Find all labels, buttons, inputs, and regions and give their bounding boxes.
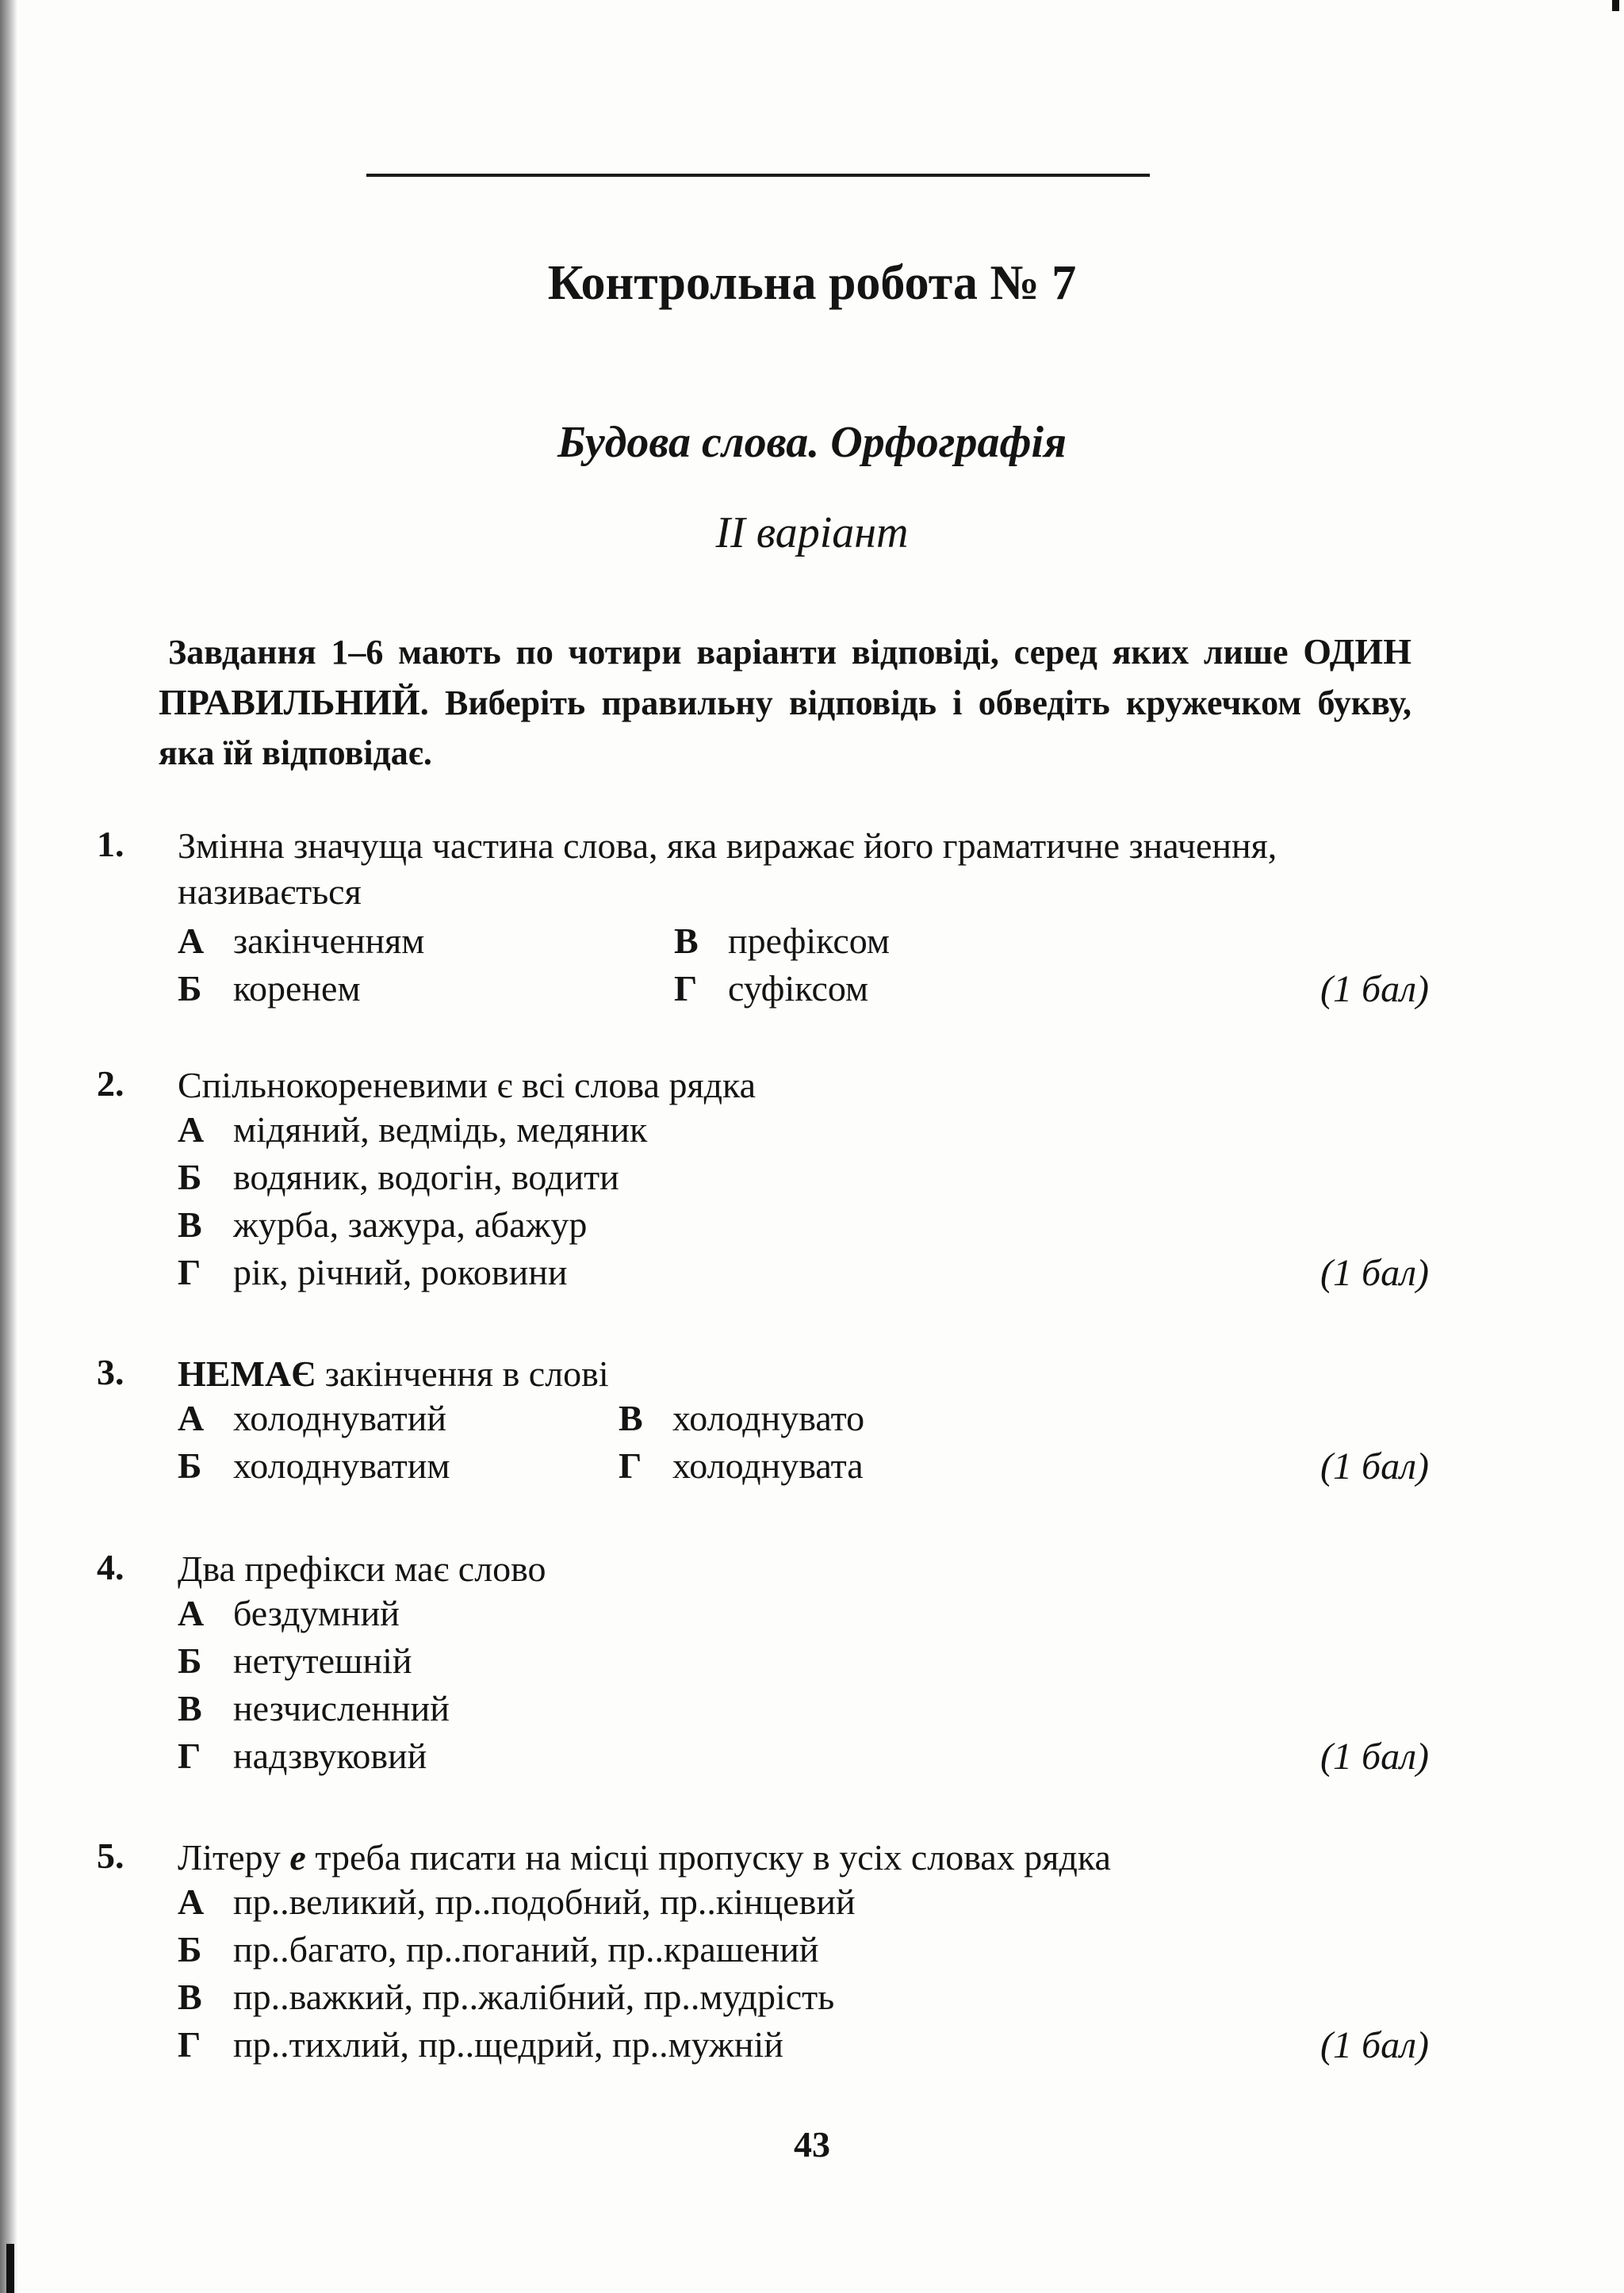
option-letter: Б [178,1640,202,1681]
option-row [97,1204,1429,1251]
option-text: холоднувата [672,1445,864,1486]
option-letter: А [178,1398,205,1438]
option-letter: Г [178,1252,201,1292]
option-text: незчисленний [233,1688,450,1728]
option-row [97,1592,1429,1640]
task-question-emphasis: НЕМАЄ [178,1353,316,1394]
option-letter: Б [178,1157,202,1197]
option-row [97,920,1429,967]
option-row [97,1156,1429,1204]
scan-mark [1612,0,1619,11]
option-row [97,1928,1429,1976]
option-row [97,1108,1429,1156]
points-label: (1 бал) [1320,2024,1429,2066]
option-letter: В [178,1688,202,1728]
section-subtitle: Будова слова. Орфографія [557,418,1067,467]
task-number: 5. [97,1836,124,1876]
option-letter: Г [178,1736,201,1776]
task-question: НЕМАЄ закінчення в слові [178,1353,609,1394]
header-rule [366,174,1150,177]
option-letter: Г [619,1445,642,1486]
option-letter: Г [178,2024,201,2065]
instructions-part-1: Завдання 1–6 мають по чотири варіанти відповіді, серед яких лише [168,633,1304,672]
option-text: пр..тихлий, пр..щедрий, пр..мужній [233,2024,783,2065]
instructions-part-2: . Виберіть правильну відповідь і обведіть кружечком букву, яка їй відповідає. [159,683,1411,772]
option-text: холоднувато [672,1398,865,1438]
task-3 [97,1351,1429,1492]
option-row [97,1687,1429,1735]
option-text: префіксом [728,921,891,961]
option-letter: В [178,1204,202,1245]
option-text: водяник, водогін, водити [233,1157,619,1197]
points-label: (1 бал) [1320,1252,1429,1294]
option-text: суфіксом [728,968,869,1009]
page-binding-edge [0,0,17,2293]
option-text: нетутешній [233,1640,412,1681]
option-row [97,2023,1429,2071]
option-letter: В [178,1977,202,2017]
option-row [97,1881,1429,1928]
option-text: закінченням [233,921,425,961]
task-2 [97,1062,1429,1299]
instructions-emphasis: ОДИН ПРАВИЛЬНИЙ [159,631,1411,722]
option-row [97,1397,1429,1445]
option-letter: Б [178,1445,202,1486]
scan-mark [6,2244,14,2293]
option-row [97,1976,1429,2023]
option-text: бездумний [233,1593,400,1633]
option-letter: Б [178,968,202,1009]
task-question: Спільнокореневими є всі слова рядка [178,1065,756,1105]
points-label: (1 бал) [1320,1445,1429,1487]
page-number: 43 [794,2124,830,2165]
option-row [97,1735,1429,1782]
option-text: пр..багато, пр..поганий, пр..крашений [233,1929,819,1970]
option-row [97,967,1429,1015]
option-row [97,1445,1429,1492]
option-letter: Г [674,968,698,1009]
task-number: 1. [97,824,124,864]
option-letter: А [178,1593,205,1633]
option-letter: В [674,921,699,961]
task-5 [97,1835,1429,2071]
points-label: (1 бал) [1320,968,1429,1010]
page-title: Контрольна робота № 7 [547,256,1077,310]
task-1 [97,823,1429,1015]
task-question: Змінна значуща частина слова, яка виражає його граматичне значення, називається [178,825,1277,912]
option-text: коренем [233,968,361,1009]
option-row [97,1251,1429,1299]
task-question: Два префікси має слово [178,1548,546,1589]
option-text: холоднуватим [233,1445,450,1486]
option-text: надзвуковий [233,1736,427,1776]
option-text: холоднуватий [233,1398,446,1438]
task-4 [97,1546,1429,1782]
option-letter: А [178,921,205,961]
option-text: пр..великий, пр..подобний, пр..кінцевий [233,1881,856,1922]
task-number: 4. [97,1547,124,1587]
task-number: 3. [97,1352,124,1392]
option-row [97,1640,1429,1687]
option-text: мідяний, ведмідь, медяник [233,1109,648,1150]
points-label: (1 бал) [1320,1736,1429,1778]
instructions [159,626,1411,778]
task-question-letter: е [289,1837,306,1878]
option-letter: Б [178,1929,202,1970]
option-text: пр..важкий, пр..жалібний, пр..мудрість [233,1977,835,2017]
option-letter: А [178,1109,205,1150]
option-letter: В [619,1398,643,1438]
variant-label: ІІ варіант [715,508,909,557]
task-question: Літеру е треба писати на місці пропуску в усіх словах рядка [178,1837,1111,1878]
option-text: рік, річний, роковини [233,1252,568,1292]
option-letter: А [178,1881,205,1922]
task-number: 2. [97,1063,124,1104]
option-text: журба, зажура, абажур [233,1204,588,1245]
